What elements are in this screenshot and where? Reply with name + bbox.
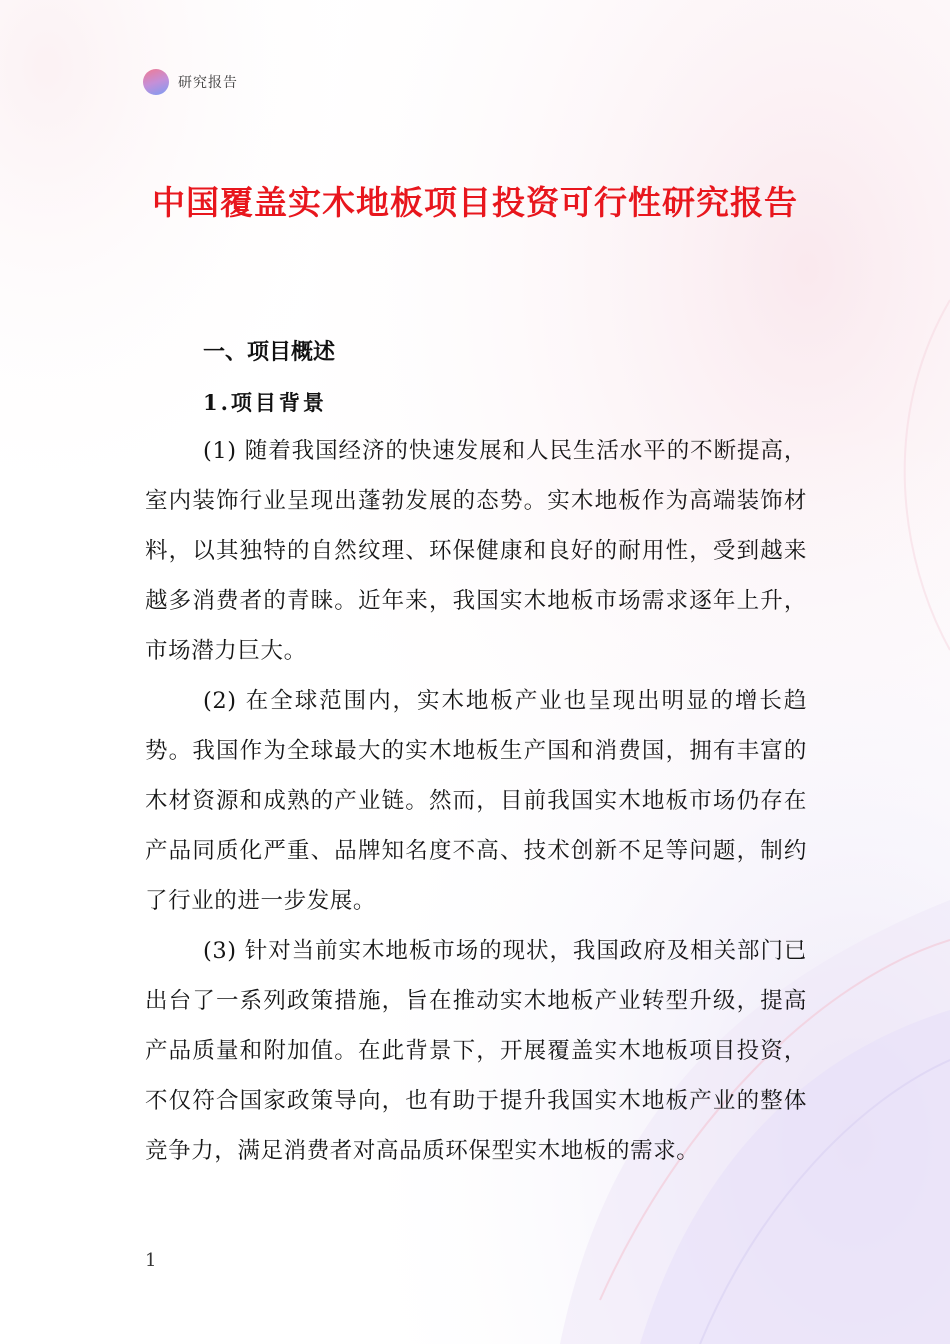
- subsection-heading: 1.项目背景: [203, 390, 327, 415]
- paragraph-1: (1) 随着我国经济的快速发展和人民生活水平的不断提高，室内装饰行业呈现出蓬勃发展的态势。实木地板作为高端装饰材料，以其独特的自然纹理、环保健康和良好的耐用性，受到越来越多消费者的青睐。近年来，我国实木地板市场需求逐年上升，市场潜力巨大。: [145, 438, 807, 664]
- page-number: 1: [145, 1250, 157, 1271]
- header-label: 研究报告: [178, 75, 238, 91]
- paragraph-2: (2) 在全球范围内，实木地板产业也呈现出明显的增长趋势。我国作为全球最大的实木地板生产国和消费国，拥有丰富的木材资源和成熟的产业链。然而，目前我国实木地板市场仍存在产品同质化严重、品牌知名度不高、技术创新不足等问题，制约了行业的进一步发展。: [145, 688, 807, 914]
- gradient-circle-logo-icon: [143, 69, 169, 95]
- body-text: [145, 426, 807, 1176]
- paragraph-3: (3) 针对当前实木地板市场的现状，我国政府及相关部门已出台了一系列政策措施，旨在推动实木地板产业转型升级，提高产品质量和附加值。在此背景下，开展覆盖实木地板项目投资，不仅符合国家政策导向，也有助于提升我国实木地板产业的整体竞争力，满足消费者对高品质环保型实木地板的需求。: [145, 938, 807, 1164]
- section-heading: 一、项目概述: [203, 340, 336, 365]
- page-header: [143, 68, 238, 96]
- document-title: 中国覆盖实木地板项目投资可行性研究报告: [152, 183, 798, 222]
